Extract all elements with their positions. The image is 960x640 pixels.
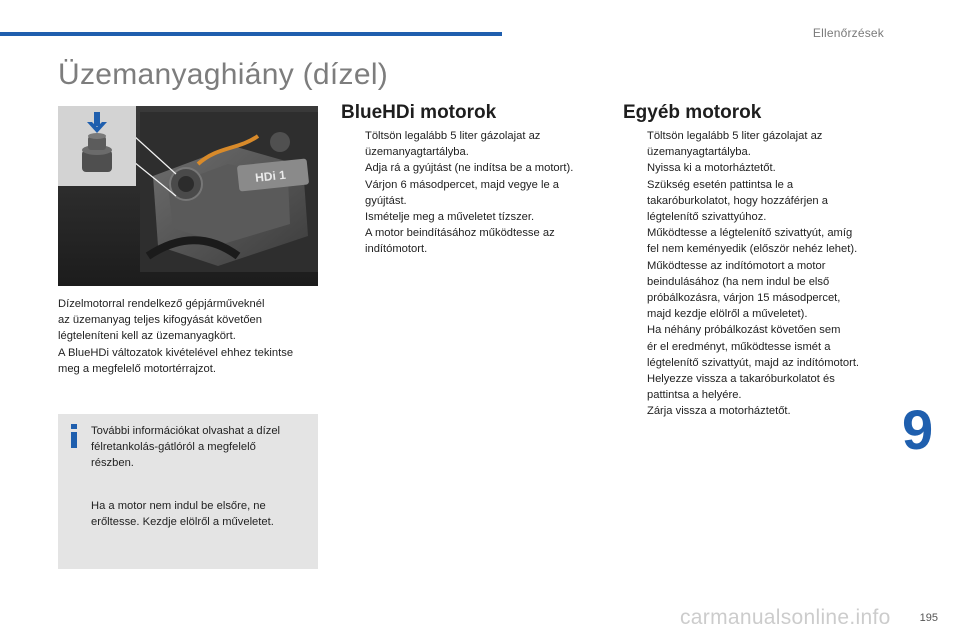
- step-line: légtelenítő szivattyúhoz.: [647, 211, 767, 224]
- step-item: [623, 128, 895, 160]
- step-item: [623, 225, 895, 257]
- step-line: gyújtást.: [365, 194, 407, 207]
- step-line: Töltsön legalább 5 liter gázolajat az: [365, 130, 541, 142]
- step-item: [623, 177, 895, 226]
- step-line: Zárja vissza a motorháztetőt.: [647, 405, 791, 418]
- watermark: carmanualsonline.info: [680, 606, 891, 629]
- intro-line: az üzemanyag teljes kifogyását követően: [58, 314, 262, 327]
- step-item: [623, 258, 895, 323]
- step-line: Töltsön legalább 5 liter gázolajat az: [647, 130, 823, 142]
- intro-line: A BlueHDi változatok kivételével ehhez tekintse: [58, 346, 294, 359]
- step-line: Ha néhány próbálkozást követően sem: [647, 324, 841, 337]
- page-number: 195: [919, 612, 938, 624]
- intro-line: légteleníteni kell az üzemanyagkört.: [58, 330, 236, 343]
- step-line: beindulásához (ha nem indul be első: [647, 275, 830, 288]
- step-line: üzemanyagtartályba.: [365, 146, 469, 159]
- step-line: takaróburkolatot, hogy hozzáférjen a: [647, 194, 828, 207]
- step-line: Adja rá a gyújtást (ne indítsa be a motort).: [365, 162, 574, 175]
- step-line: Működtesse a légtelenítő szivattyút, amíg: [647, 227, 853, 240]
- section-header: Ellenőrzések: [812, 26, 884, 40]
- info-text-retry: [91, 498, 311, 530]
- intro-paragraph: [58, 296, 326, 377]
- step-line: Ismételje meg a műveletet tízszer.: [365, 211, 535, 224]
- engine-badge: HDi 1: [254, 167, 287, 185]
- info-line: erőltesse. Kezdje elölről a műveletet.: [91, 516, 274, 529]
- info-line: Ha a motor nem indul be elsőre, ne: [91, 500, 266, 512]
- step-line: pattintsa a helyére.: [647, 389, 742, 402]
- step-line: Várjon 6 másodpercet, majd vegye le a: [365, 178, 560, 191]
- step-line: majd kezdje elölről a műveletet).: [647, 308, 808, 321]
- other-engines-heading: Egyéb motorok: [623, 102, 762, 123]
- step-line: Működtesse az indítómotort a motor: [647, 259, 826, 272]
- step-line: üzemanyagtartályba.: [647, 146, 751, 159]
- info-box: [58, 414, 318, 569]
- step-item: [341, 128, 607, 160]
- info-text-more: [91, 423, 311, 472]
- info-line: További információkat olvashat a dízel: [91, 425, 281, 437]
- chapter-number: 9: [902, 398, 934, 461]
- other-engines-steps: [623, 128, 895, 420]
- step-item: [623, 160, 895, 176]
- step-item: [341, 177, 607, 209]
- info-line: félretankolás-gátlóról a megfelelő: [91, 441, 256, 454]
- step-line: légtelenítő szivattyút, majd az indítómotort.: [647, 356, 860, 369]
- bluehdi-steps: [341, 128, 607, 258]
- page-title: Üzemanyaghiány (dízel): [58, 58, 389, 91]
- step-line: Helyezze vissza a takaróburkolatot és: [647, 373, 835, 386]
- step-line: fel nem keményedik (először nehéz lehet).: [647, 243, 858, 256]
- step-item: [341, 209, 607, 225]
- step-line: A motor beindításához működtesse az: [365, 227, 555, 240]
- step-line: ér el eredményt, működtesse ismét a: [647, 340, 831, 353]
- intro-line: Dízelmotorral rendelkező gépjárműveknél: [58, 298, 265, 310]
- step-item: [623, 371, 895, 403]
- info-line: részben.: [91, 457, 134, 470]
- step-item: [341, 225, 607, 257]
- step-item: [341, 160, 607, 176]
- step-line: próbálkozásra, várjon 15 másodpercet,: [647, 292, 841, 305]
- info-icon: [67, 424, 81, 448]
- step-line: indítómotort.: [365, 243, 428, 256]
- step-item: [623, 322, 895, 371]
- engine-bay-photo: [58, 106, 318, 286]
- header-accent-bar: [0, 32, 502, 36]
- step-line: Szükség esetén pattintsa le a: [647, 178, 794, 191]
- bluehdi-heading: BlueHDi motorok: [341, 102, 497, 123]
- intro-line: meg a megfelelő motortérrajzot.: [58, 362, 216, 375]
- step-item: [623, 403, 895, 419]
- step-line: Nyissa ki a motorháztetőt.: [647, 162, 776, 175]
